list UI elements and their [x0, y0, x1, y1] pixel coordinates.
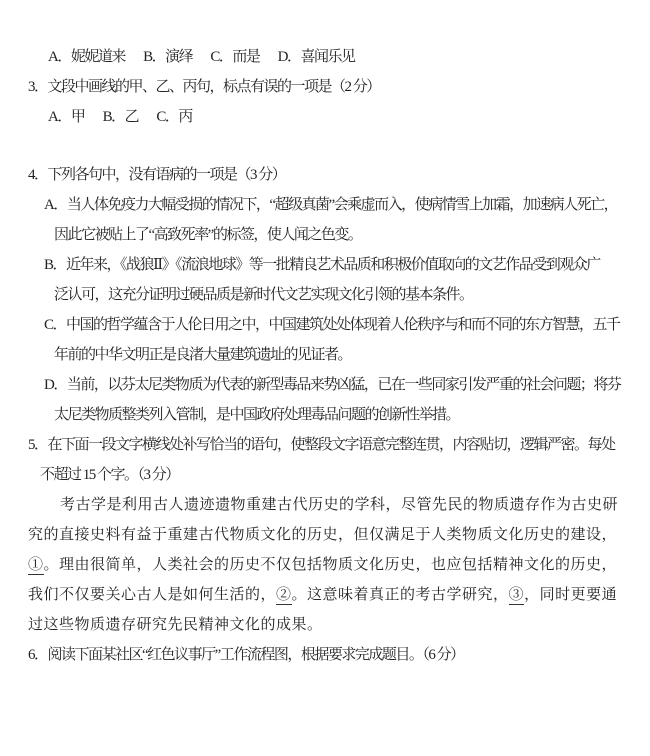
question-2-option-a — [48, 49, 125, 65]
option-text: 妮妮道来 — [70, 49, 125, 65]
option-text: 甲 — [70, 109, 85, 125]
question-2-options-row — [0, 42, 650, 72]
option-text: 乙 — [124, 109, 139, 125]
question-2-option-d — [278, 49, 355, 65]
question-3-option-a — [48, 109, 84, 125]
passage-text: 。理由很简单，人类社会的历史不仅包括物质文化历史，也应包括精神文化的历史， — [43, 557, 618, 573]
question-3-option-b — [103, 109, 139, 125]
option-label: A． — [48, 109, 71, 125]
question-5-stem-line1 — [0, 430, 650, 460]
question-5-passage-line5: 过这些物质遗存研究先民精神文化的成果。 — [28, 617, 323, 633]
question-4-stem-text: 下列各句中，没有语病的一项是（3 分） — [47, 167, 286, 183]
question-4-option-c-line1 — [0, 310, 650, 340]
question-6-number: 6． — [28, 647, 48, 663]
option-text: 中国的哲学蕴含于人伦日用之中，中国建筑处处体现着人伦秩序与和而不同的东方智慧，五千 — [66, 317, 620, 333]
question-5-passage-line3 — [0, 550, 650, 580]
question-3-number: 3． — [28, 79, 48, 95]
option-label: C． — [156, 109, 179, 125]
question-4-option-b-line2: 泛认可，这充分证明过硬品质是新时代文艺实现文化引领的基本条件。 — [54, 287, 473, 303]
question-6-stem — [0, 640, 650, 670]
option-text: 演绎 — [165, 49, 193, 65]
question-5-stem-text: 在下面一段文字横线处补写恰当的语句，使整段文字语意完整连贯，内容贴切，逻辑严密。每处 — [47, 437, 615, 453]
option-text: 当前，以芬太尼类物质为代表的新型毒品来势凶猛，已在一些同家引发严重的社会问题；将芬 — [66, 377, 621, 393]
option-label: B． — [102, 109, 125, 125]
question-4-option-b-line1 — [0, 250, 650, 280]
option-label: D． — [44, 377, 67, 393]
question-4-option-d-line2: 太尼类物质整类列入管制，是中国政府处理毒品问题的创新性举措。 — [54, 407, 460, 423]
passage-text: 我们不仅要关心古人是如何生活的， — [28, 587, 277, 603]
passage-text: 。这意味着真正的考古学研究， — [291, 587, 509, 603]
question-4-number: 4． — [28, 167, 48, 183]
question-5-stem-line2: 不超过 15 个字。（3 分） — [40, 467, 179, 483]
passage-text: ，同时更要通 — [524, 587, 618, 603]
question-5-passage-line4 — [0, 580, 650, 610]
question-4-option-d-line1 — [0, 370, 650, 400]
option-label: C． — [210, 49, 233, 65]
question-4-option-a-line2: 因此它被贴上了“高致死率”的标签，使人闻之色变。 — [54, 227, 362, 243]
question-4-option-c-line2: 年前的中华文明正是良渚大量建筑遗址的见证者。 — [54, 347, 352, 363]
option-label: B． — [44, 257, 67, 273]
blank-1-circled-number: ① — [28, 557, 44, 573]
option-text: 丙 — [178, 109, 192, 125]
option-label: C． — [44, 317, 67, 333]
question-2-option-b — [143, 49, 192, 65]
question-2-option-c — [210, 49, 259, 65]
question-5-passage-line1: 考古学是利用古人遗迹遗物重建古代历史的学科，尽管先民的物质遗存作为古史研 — [60, 497, 619, 513]
option-text: 近年来，《战狼Ⅱ》《流浪地球》等一批精良艺术品质和积极价值取向的文艺作品受到观众广 — [66, 257, 600, 273]
question-5-number: 5． — [28, 437, 48, 453]
question-3-options-row — [0, 102, 650, 132]
blank-3-circled-number: ③ — [508, 587, 525, 603]
option-text: 喜闻乐见 — [300, 49, 355, 65]
question-3-stem — [0, 72, 650, 102]
option-label: D． — [277, 49, 301, 65]
question-3-stem-text: 文段中画线的甲、乙、丙句，标点有误的一项是（2 分） — [47, 79, 380, 95]
blank-2-circled-number: ② — [276, 587, 292, 603]
option-label: A． — [48, 49, 71, 65]
question-6-stem-text: 阅读下面某社区“红色议事厅”工作流程图，根据要求完成题目。（6 分） — [47, 647, 464, 663]
option-label: A． — [44, 197, 67, 213]
option-text: 而是 — [232, 49, 260, 65]
option-label: B． — [143, 49, 166, 65]
option-text: 当人体免疫力大幅受损的情况下，“超级真菌”会乘虚而入，使病情雪上加霜，加速病人死亡， — [66, 197, 618, 213]
question-5-passage-line2: 究的直接史料有益于重建古代物质文化的历史，但仅满足于人类物质文化历史的建设， — [28, 527, 618, 543]
question-3-option-c — [156, 109, 192, 125]
question-4-stem — [0, 160, 650, 190]
question-4-option-a-line1 — [0, 190, 650, 220]
